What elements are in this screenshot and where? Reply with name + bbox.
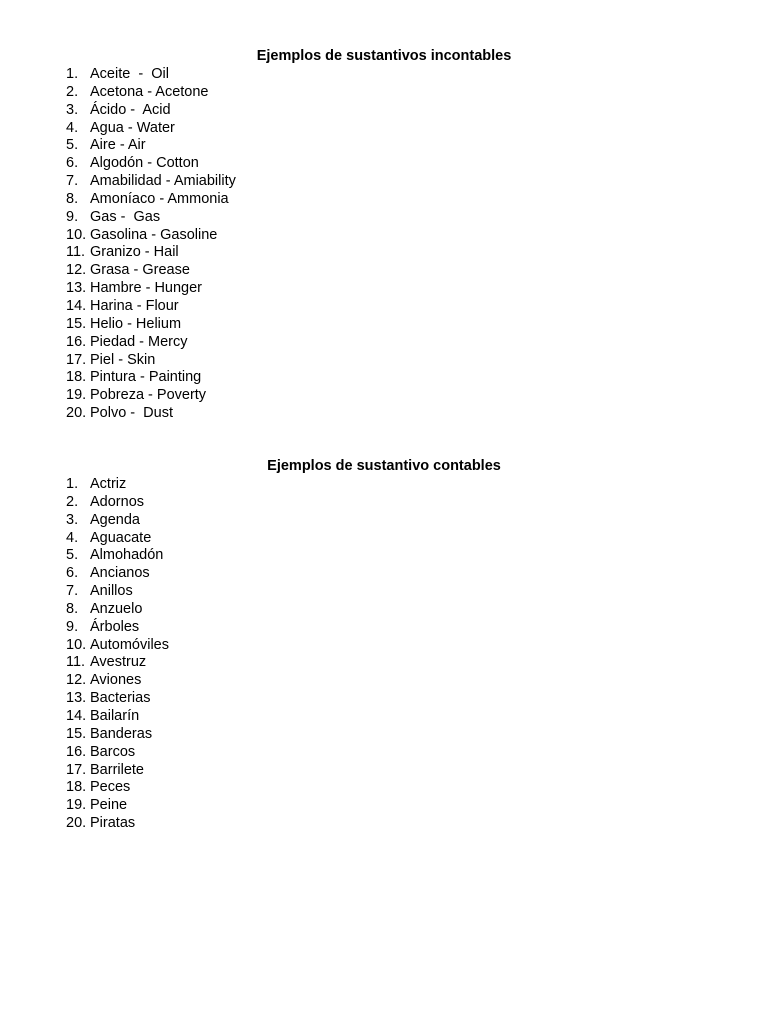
list-item — [66, 227, 768, 245]
list-item — [66, 137, 768, 155]
list-item — [66, 280, 768, 298]
uncountable-title: Ejemplos de sustantivos incontables — [256, 48, 512, 64]
list-item — [66, 84, 768, 102]
list-item-text: Anillos — [90, 583, 133, 600]
list-item-number: 9. — [66, 618, 79, 635]
list-item — [66, 155, 768, 173]
list-item-number: 3. — [66, 101, 79, 118]
list-item-number: 18. — [66, 369, 87, 386]
list-item — [66, 512, 768, 530]
list-item-number: 20. — [66, 405, 87, 422]
list-item-text: Gas - Gas — [90, 208, 161, 225]
countable-list — [66, 476, 768, 833]
list-item-number: 18. — [66, 779, 87, 796]
list-item-text: Amoníaco - Ammonia — [90, 190, 229, 207]
list-item-text: Bailarín — [90, 707, 140, 724]
list-item-text: Algodón - Cotton — [90, 155, 199, 172]
list-item-number: 14. — [66, 707, 87, 724]
list-item — [66, 547, 768, 565]
list-item-text: Gasolina - Gasoline — [90, 226, 218, 243]
list-item-number: 16. — [66, 333, 87, 350]
list-item — [66, 726, 768, 744]
list-item-number: 13. — [66, 690, 87, 707]
list-item-text: Pintura - Painting — [90, 369, 202, 386]
list-item-number: 17. — [66, 761, 87, 778]
list-item-text: Piel - Skin — [90, 351, 156, 368]
list-item-text: Piedad - Mercy — [90, 333, 188, 350]
list-item-number: 8. — [66, 600, 79, 617]
list-item-number: 8. — [66, 190, 79, 207]
list-item-text: Piratas — [90, 815, 136, 832]
list-item-text: Ácido - Acid — [90, 101, 171, 118]
list-item-number: 4. — [66, 119, 79, 136]
list-item — [66, 244, 768, 262]
list-item-number: 9. — [66, 208, 79, 225]
list-item-text: Harina - Flour — [90, 297, 179, 314]
list-item-number: 15. — [66, 725, 87, 742]
list-item-text: Árboles — [90, 618, 140, 635]
list-item-text: Barrilete — [90, 761, 144, 778]
list-item-number: 5. — [66, 547, 79, 564]
list-item — [66, 387, 768, 405]
list-item-text: Ancianos — [90, 565, 150, 582]
list-item — [66, 815, 768, 833]
list-item-text: Bacterias — [90, 690, 151, 707]
list-item — [66, 334, 768, 352]
list-item-number: 11. — [66, 654, 86, 671]
list-item-number: 19. — [66, 387, 87, 404]
list-item-text: Adornos — [90, 493, 145, 510]
list-item — [66, 262, 768, 280]
list-item-number: 5. — [66, 137, 79, 154]
list-item-text: Anzuelo — [90, 600, 143, 617]
list-item — [66, 494, 768, 512]
list-item-number: 2. — [66, 83, 79, 100]
list-item-text: Aguacate — [90, 529, 152, 546]
list-item-number: 4. — [66, 529, 79, 546]
list-item — [66, 120, 768, 138]
list-item-text: Peces — [90, 779, 131, 796]
list-item — [66, 173, 768, 191]
list-item-text: Avestruz — [90, 654, 147, 671]
list-item-text: Peine — [90, 797, 128, 814]
list-item — [66, 654, 768, 672]
list-item — [66, 209, 768, 227]
list-item-text: Pobreza - Poverty — [90, 387, 207, 404]
list-item-text: Agua - Water — [90, 119, 175, 136]
list-item — [66, 298, 768, 316]
countable-section — [0, 456, 768, 833]
list-item — [66, 690, 768, 708]
list-item-text: Banderas — [90, 725, 153, 742]
list-item-text: Automóviles — [90, 636, 169, 653]
list-item-text: Agenda — [90, 511, 140, 528]
list-item-text: Almohadón — [90, 547, 164, 564]
list-item-text: Aviones — [90, 672, 142, 689]
list-item — [66, 762, 768, 780]
list-item-number: 1. — [66, 476, 79, 492]
list-item — [66, 583, 768, 601]
list-item-number: 1. — [66, 66, 79, 82]
list-item — [66, 530, 768, 548]
list-item-number: 20. — [66, 815, 87, 832]
list-item — [66, 708, 768, 726]
list-item-number: 13. — [66, 280, 87, 297]
list-item — [66, 744, 768, 762]
list-item-number: 11. — [66, 244, 86, 261]
list-item-number: 2. — [66, 493, 79, 510]
list-item — [66, 405, 768, 423]
list-item-text: Acetona - Acetone — [90, 83, 209, 100]
list-item — [66, 779, 768, 797]
list-item — [66, 369, 768, 387]
list-item-text: Polvo - Dust — [90, 405, 173, 422]
list-item-number: 19. — [66, 797, 87, 814]
list-item — [66, 672, 768, 690]
list-item — [66, 619, 768, 637]
list-item — [66, 352, 768, 370]
list-item — [66, 102, 768, 120]
list-item-text: Amabilidad - Amiability — [90, 173, 236, 190]
list-item — [66, 66, 768, 84]
list-item-number: 6. — [66, 565, 79, 582]
list-item — [66, 637, 768, 655]
list-item-number: 10. — [66, 636, 87, 653]
list-item-number: 10. — [66, 226, 87, 243]
uncountable-section — [0, 46, 768, 423]
list-item-number: 15. — [66, 315, 87, 332]
list-item-number: 6. — [66, 155, 79, 172]
list-item-number: 17. — [66, 351, 87, 368]
list-item-text: Actriz — [90, 476, 127, 492]
list-item — [66, 797, 768, 815]
list-item-text: Aire - Air — [90, 137, 146, 154]
list-item-number: 3. — [66, 511, 79, 528]
list-item-text: Granizo - Hail — [90, 244, 179, 261]
countable-title: Ejemplos de sustantivo contables — [267, 458, 501, 474]
list-item-text: Aceite - Oil — [90, 66, 169, 82]
list-item — [66, 316, 768, 334]
list-item — [66, 601, 768, 619]
list-item-text: Barcos — [90, 743, 136, 760]
list-item-text: Helio - Helium — [90, 315, 182, 332]
list-item-text: Hambre - Hunger — [90, 280, 203, 297]
list-item-number: 14. — [66, 297, 87, 314]
list-item-number: 7. — [66, 173, 79, 190]
list-item-number: 12. — [66, 672, 87, 689]
list-item-text: Grasa - Grease — [90, 262, 190, 279]
list-item — [66, 565, 768, 583]
list-item — [66, 476, 768, 494]
list-item-number: 16. — [66, 743, 87, 760]
uncountable-list — [66, 66, 768, 423]
list-item-number: 7. — [66, 583, 79, 600]
list-item-number: 12. — [66, 262, 87, 279]
list-item — [66, 191, 768, 209]
